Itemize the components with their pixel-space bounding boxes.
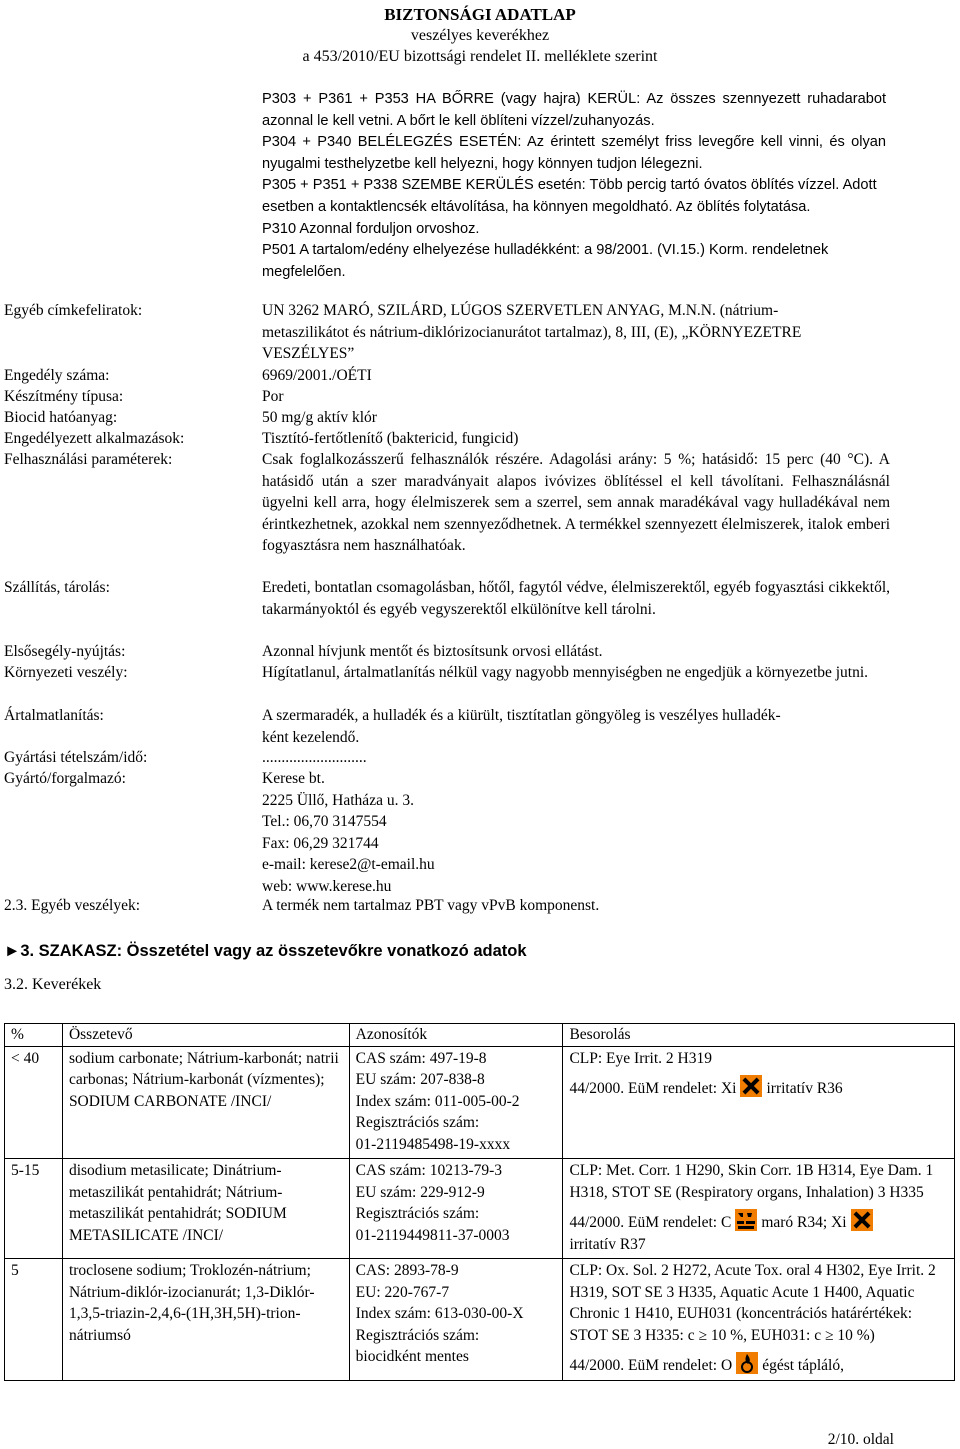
precaution-p303: P303 + P361 + P353 HA BŐRRE (vagy hajra) KERÜL: Az összes szennyezett ruhadarabot azonnal le kell vetni. A bőrt le kell öblíteni vízzel/zuhanyozás.	[262, 91, 886, 129]
cell-identifiers	[349, 1259, 563, 1381]
identifier-line: CAS: 2893-78-9	[355, 1262, 459, 1279]
clp-classification: CLP: Met. Corr. 1 H290, Skin Corr. 1B H314, Eye Dam. 1 H318, STOT SE (Respiratory organs, Inhalation) 3 H335	[569, 1162, 934, 1201]
identifier-line: EU szám: 229-912-9	[355, 1183, 485, 1201]
identifier-line: 01-2119449811-37-0003	[355, 1226, 510, 1244]
precaution-p501: P501 A tartalom/edény elhelyezése hulladékként: a 98/2001. (VI.15.) Korm. rendeletnek megfelelően.	[262, 242, 829, 280]
product-type-value: Por	[262, 388, 284, 405]
manufacturer-email: e-mail: kerese2@t-email.hu	[262, 856, 435, 874]
section-3-2-subheading: 3.2. Keverékek	[4, 976, 102, 993]
manufacturer-phone: Tel.: 06,70 3147554	[262, 813, 387, 831]
manufacturer-name: Kerese bt.	[262, 770, 325, 787]
eum-text: maró R34; Xi	[761, 1214, 847, 1231]
cell-percent: 5	[5, 1259, 63, 1381]
oxidizing-flame-hazard-icon	[736, 1352, 758, 1374]
manufacturer-block	[262, 768, 890, 898]
precautionary-statements	[262, 89, 886, 283]
harmful-irritant-hazard-icon	[740, 1075, 762, 1097]
identifier-line: Regisztrációs szám:	[355, 1326, 480, 1344]
other-hazards-label: 2.3. Egyéb veszélyek:	[4, 897, 141, 914]
disposal-label: Ártalmatlanítás:	[4, 707, 104, 724]
cell-percent: 5-15	[5, 1159, 63, 1259]
other-hazards-value: A termék nem tartalmaz PBT vagy vPvB komponenst.	[262, 897, 600, 914]
environmental-hazard-value: Hígítatlanul, ártalmatlanítás nélkül vagy nagyobb mennyiségben ne engedjük a környezetbe jutni.	[262, 664, 869, 681]
document-title: BIZTONSÁGI ADATLAP	[384, 5, 576, 24]
cell-identifiers	[349, 1159, 563, 1259]
manufacturer-web: web: www.kerese.hu	[262, 877, 392, 895]
cell-ingredient: disodium metasilicate; Dinátrium-metaszilikát pentahidrát; Nátrium-metaszilikát pentahidrát; SODIUM METASILICATE /INCI/	[62, 1159, 349, 1259]
identifier-line: CAS szám: 497-19-8	[355, 1049, 487, 1067]
column-header-ingredient: Összetevő	[62, 1024, 349, 1047]
identifier-line: EU: 220-767-7	[355, 1283, 450, 1301]
identifier-line: Index szám: 613-030-00-X	[355, 1305, 524, 1322]
eum-classification	[569, 1075, 948, 1100]
eum-text: 44/2000. EüM rendelet: C	[569, 1214, 732, 1231]
first-aid-value: Azonnal hívjunk mentőt és biztosítsunk orvosi ellátást.	[262, 643, 603, 660]
applications-label: Engedélyezett alkalmazások:	[4, 430, 185, 447]
manufacturer-fax: Fax: 06,29 321744	[262, 834, 379, 852]
applications-value: Tisztító-fertőtlenítő (baktericid, fungicid)	[262, 430, 519, 447]
harmful-irritant-hazard-icon	[851, 1209, 873, 1231]
regulation-reference: a 453/2010/EU bizottsági rendelet II. melléklete szerint	[302, 48, 658, 65]
batch-label: Gyártási tételszám/idő:	[4, 749, 148, 766]
table-row	[5, 1046, 955, 1159]
first-aid-label: Elsősegély-nyújtás:	[4, 643, 126, 660]
cell-identifiers	[349, 1046, 563, 1159]
table-header-row	[5, 1024, 955, 1047]
table-row	[5, 1159, 955, 1259]
section-3-heading: ►3. SZAKASZ: Összetétel vagy az összetevőkre vonatkozó adatok	[4, 942, 527, 960]
disposal-value-line-1: A szermaradék, a hulladék és a kiürült, tisztítatlan göngyöleg is veszélyes hulladék-	[262, 707, 781, 724]
disposal-value-line-2: ként kezelendő.	[262, 728, 360, 746]
page-number: 2/10. oldal	[827, 1431, 894, 1448]
manufacturer-label: Gyártó/forgalmazó:	[4, 770, 126, 787]
identifier-line: biocidként mentes	[355, 1348, 469, 1365]
identifier-line: Index szám: 011-005-00-2	[355, 1092, 520, 1110]
clp-classification: CLP: Ox. Sol. 2 H272, Acute Tox. oral 4 H302, Eye Irrit. 2 H319, SOT SE 3 H335, Aquatic Acute 1 H400, Aquatic Chronic 1 H410, EUH031 (koncentrációs határértékek:	[569, 1262, 936, 1322]
column-header-identifiers: Azonosítók	[349, 1024, 563, 1047]
eum-classification	[569, 1352, 948, 1377]
composition-table	[4, 1023, 955, 1381]
usage-parameters-value: Csak foglalkozásszerű felhasználók részére. Adagolási arány: 5 %; hatásidő: 15 perc (40 °C). A hatásidő után a szer maradványait alapos ivóvizes öblítéssel el kell távolítani. Felhasználásnál ügyelni kell arra, hogy élelmiszerek sem a szerrel, sem annak maradékával vagy hulladékával nem érintkezhetnek, azokkal nem szennyeződhetnek. A termékkel szennyezett élelmiszerek, italok emberi fogyasztásra nem használhatóak.	[262, 451, 890, 555]
other-labels-label: Egyéb címkefeliratok:	[4, 302, 143, 319]
column-header-percent: %	[5, 1024, 63, 1047]
product-type-label: Készítmény típusa:	[4, 388, 124, 405]
table-row	[5, 1259, 955, 1381]
cell-classification	[563, 1259, 955, 1381]
corrosive-hazard-icon	[735, 1209, 757, 1231]
precaution-p305: P305 + P351 + P338 SZEMBE KERÜLÉS esetén: Több percig tartó óvatos öblítés vízzel. Adott esetben a kontaktlencsék eltávolítása, ha könnyen megoldható. Az öblítés folytatása.	[262, 177, 877, 215]
cell-ingredient: sodium carbonate; Nátrium-karbonát; natrii carbonas; Nátrium-karbonát (vízmentes); SODIUM CARBONATE /INCI/	[62, 1046, 349, 1159]
disposal-value	[262, 705, 890, 748]
precaution-p304: P304 + P340 BELÉLEGZÉS ESETÉN: Az érintett személyt friss levegőre kell vinni, és olyan nyugalmi testhelyzetbe kell helyezni, hogy könnyen tudjon lélegezni.	[262, 134, 886, 172]
document-header	[240, 4, 720, 67]
other-labels-value: UN 3262 MARÓ, SZILÁRD, LÚGOS SZERVETLEN ANYAG, M.N.N. (nátrium-metaszilikátot és nátrium-diklórizocianurátot tartalmaz), 8, III, (E), „KÖRNYEZETRE VESZÉLYES”	[262, 302, 802, 363]
identifier-line: CAS szám: 10213-79-3	[355, 1162, 503, 1179]
cell-percent: < 40	[5, 1046, 63, 1159]
eum-text: irritatív R37	[569, 1235, 646, 1253]
environmental-hazard-label: Környezeti veszély:	[4, 664, 128, 681]
clp-concentration-limits: STOT SE 3 H335: c ≥ 10 %, EUH031: c ≥ 10 %)	[569, 1326, 875, 1344]
storage-label: Szállítás, tárolás:	[4, 579, 110, 596]
permit-value: 6969/2001./OÉTI	[262, 367, 372, 384]
identifier-line: Regisztrációs szám:	[355, 1114, 480, 1131]
identifier-line: Regisztrációs szám:	[355, 1205, 480, 1222]
cell-classification	[563, 1159, 955, 1259]
column-header-classification: Besorolás	[563, 1024, 955, 1047]
batch-value: ...........................	[262, 749, 367, 766]
identifier-line: 01-2119485498-19-xxxx	[355, 1135, 511, 1153]
eum-text: 44/2000. EüM rendelet: Xi	[569, 1080, 737, 1097]
eum-text: 44/2000. EüM rendelet: O	[569, 1357, 733, 1374]
usage-parameters-label: Felhasználási paraméterek:	[4, 451, 173, 468]
cell-classification	[563, 1046, 955, 1159]
eum-text: irritatív R36	[766, 1080, 843, 1097]
storage-value: Eredeti, bontatlan csomagolásban, hőtől, fagytól védve, élelmiszerektől, egyéb fogyasztási cikkektől, takarmányoktól és egyéb vegyszerektől elkülönítve kell tárolni.	[262, 579, 890, 618]
eum-classification	[569, 1209, 948, 1234]
manufacturer-address: 2225 Üllő, Hatháza u. 3.	[262, 791, 414, 809]
clp-classification: CLP: Eye Irrit. 2 H319	[569, 1049, 712, 1067]
biocide-label: Biocid hatóanyag:	[4, 409, 118, 426]
precaution-p310: P310 Azonnal forduljon orvoshoz.	[262, 220, 480, 237]
identifier-line: EU szám: 207-838-8	[355, 1071, 485, 1088]
biocide-value: 50 mg/g aktív klór	[262, 409, 377, 426]
eum-text: égést tápláló,	[762, 1357, 844, 1374]
permit-label: Engedély száma:	[4, 367, 110, 384]
cell-ingredient: troclosene sodium; Troklozén-nátrium; Nátrium-diklór-izocianurát; 1,3-Diklór-1,3,5-triazin-2,4,6-(1H,3H,5H)-trion-nátriumsó	[62, 1259, 349, 1381]
document-subtitle: veszélyes keverékhez	[410, 27, 550, 44]
